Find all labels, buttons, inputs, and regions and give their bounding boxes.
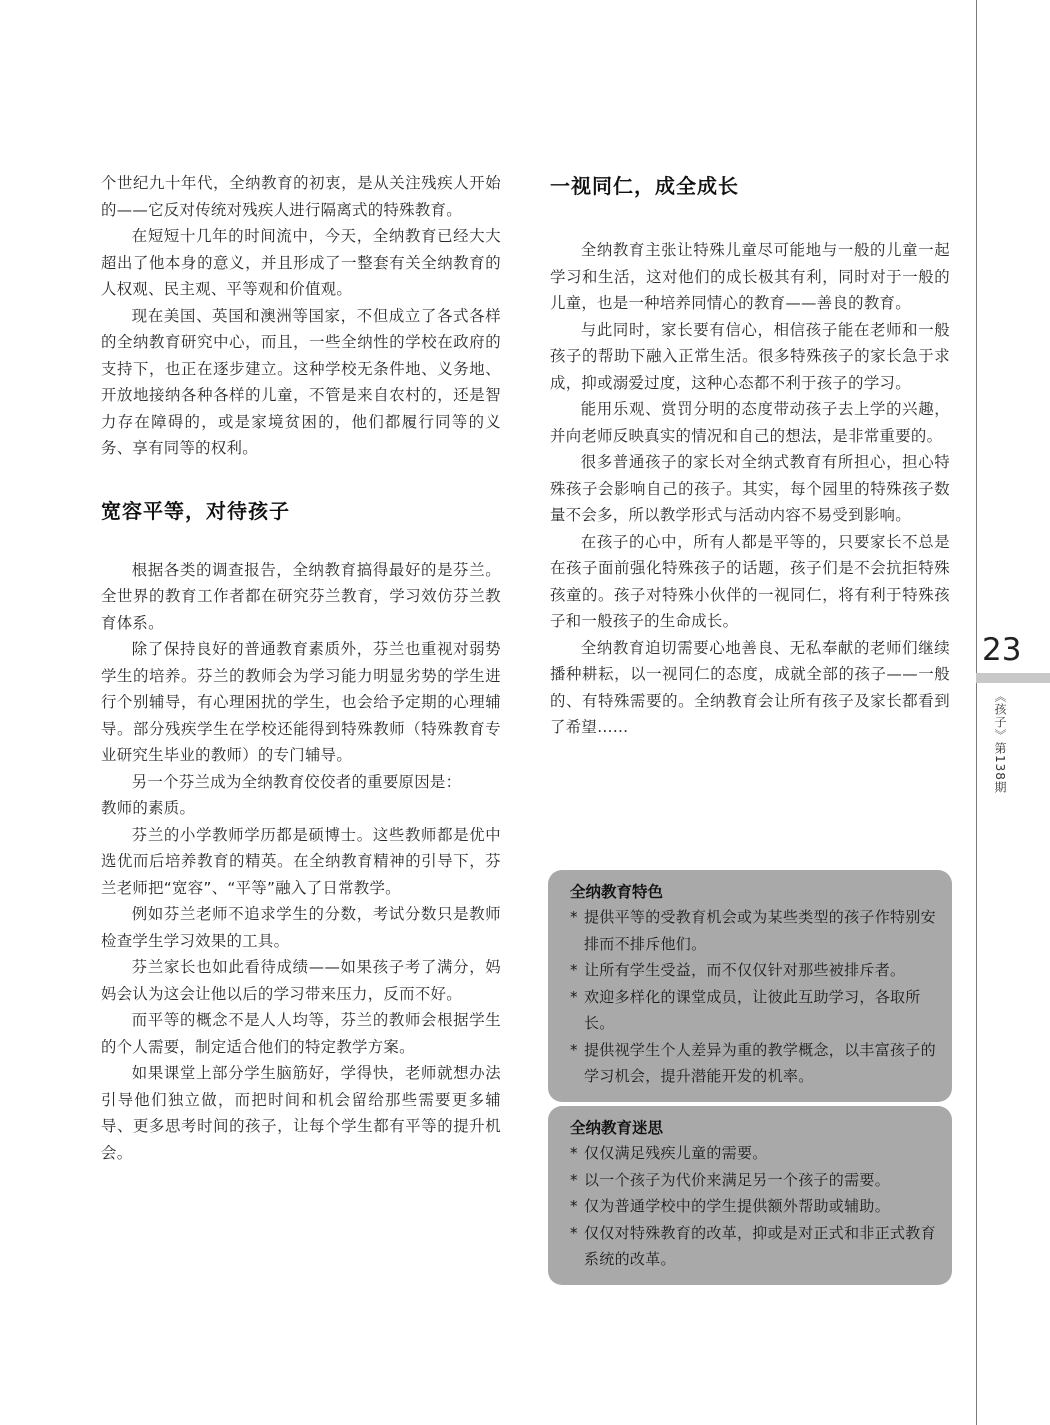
bullet-icon: * — [570, 908, 578, 926]
list-item: * 提供视学生个人差异为重的教学概念，以丰富孩子的学习机会，提升潜能开发的机率。 — [570, 1037, 936, 1090]
body-paragraph: 在孩子的心中，所有人都是平等的，只要家长不总是在孩子面前强化特殊孩子的话题，孩子们是不会抗拒特殊孩童的。孩子对特殊小伙伴的一视同仁，将有利于特殊孩子和一般孩子的生命成长。 — [550, 532, 950, 630]
page-number-band — [976, 673, 1050, 683]
body-paragraph: 很多普通孩子的家长对全纳式教育有所担心，担心特殊孩子会影响自己的孩子。其实，每个园里的特殊孩子数量不会多，所以教学形式与活动内容不易受到影响。 — [550, 453, 950, 524]
features-box-title: 全纳教育特色 — [570, 883, 664, 901]
list-item: * 以一个孩子为代价来满足另一个孩子的需要。 — [570, 1167, 936, 1194]
body-paragraph: 而平等的概念不是人人均等，芬兰的教师会根据学生的个人需要，制定适合他们的特定教学方案。 — [101, 1011, 501, 1056]
left-column — [101, 170, 501, 1166]
body-paragraph: 全纳教育迫切需要心地善良、无私奉献的老师们继续播种耕耘，以一视同仁的态度，成就全部的孩子——一般的、有特殊需要的。全纳教育会让所有孩子及家长都看到了希望…… — [550, 638, 950, 736]
bullet-icon: * — [570, 961, 578, 979]
list-item: * 欢迎多样化的课堂成员，让彼此互助学习，各取所长。 — [570, 984, 936, 1037]
bullet-icon: * — [570, 987, 578, 1006]
intro-paragraph: 在短短十几年的时间流中，今天，全纳教育已经大大超出了他本身的意义，并且形成了一整套有关全纳教育的人权观、民主观、平等观和价值观。 — [101, 227, 501, 298]
body-paragraph: 能用乐观、赏罚分明的态度带动孩子去上学的兴趣，并向老师反映真实的情况和自己的想法，是非常重要的。 — [550, 400, 950, 445]
bullet-icon: * — [570, 1223, 578, 1242]
features-list — [570, 904, 936, 1090]
myths-list — [570, 1140, 936, 1273]
list-item: * 提供平等的受教育机会或为某些类型的孩子作特别安排而不排斥他们。 — [570, 904, 936, 957]
right-column — [550, 170, 950, 741]
list-item: * 仅仅对特殊教育的改革，抑或是对正式和非正式教育系统的改革。 — [570, 1220, 936, 1273]
page-number: 23 — [982, 632, 1022, 668]
myths-box-title: 全纳教育迷思 — [570, 1119, 664, 1137]
body-paragraph: 全纳教育主张让特殊儿童尽可能地与一般的儿童一起学习和生活，这对他们的成长极其有利，同时对于一般的儿童，也是一种培养同情心的教育——善良的教育。 — [550, 241, 950, 312]
list-item: * 仅为普通学校中的学生提供额外帮助或辅助。 — [570, 1193, 936, 1220]
body-paragraph: 与此同时，家长要有信心，相信孩子能在老师和一般孩子的帮助下融入正常生活。很多特殊孩子的家长急于求成，抑或溺爱过度，这种心态都不利于孩子的学习。 — [550, 320, 950, 392]
body-paragraph: 芬兰家长也如此看待成绩——如果孩子考了满分，妈妈会认为这会让他以后的学习带来压力，反而不好。 — [101, 958, 501, 1003]
list-item: * 仅仅满足残疾儿童的需要。 — [570, 1140, 936, 1167]
bullet-icon: * — [570, 1197, 578, 1215]
body-paragraph: 教师的素质。 — [101, 799, 196, 817]
journal-issue-label: 《孩子》第138期 — [993, 690, 1007, 794]
body-paragraph: 如果课堂上部分学生脑筋好，学得快，老师就想办法引导他们独立做，而把时间和机会留给那些需要更多辅导、更多思考时间的孩子，让每个学生都有平等的提升机会。 — [101, 1064, 501, 1162]
list-item: * 让所有学生受益，而不仅仅针对那些被排斥者。 — [570, 957, 936, 984]
body-paragraph: 除了保持良好的普通教育素质外，芬兰也重视对弱势学生的培养。芬兰的教师会为学习能力明显劣势的学生进行个别辅导，有心理困扰的学生，也会给予定期的心理辅导。部分残疾学生在学校还能得到特殊教师（特殊教育专业研究生毕业的教师）的专门辅导。 — [101, 640, 501, 764]
bullet-icon: * — [570, 1170, 578, 1189]
features-box — [548, 870, 952, 1102]
margin-divider — [976, 0, 977, 1425]
section-title-equality: 一视同仁，成全成长 — [550, 174, 739, 198]
intro-paragraph: 个世纪九十年代，全纳教育的初衷，是从关注残疾人开始的——它反对传统对残疾人进行隔离式的特殊教育。 — [101, 174, 501, 219]
myths-box — [548, 1106, 952, 1285]
body-paragraph: 芬兰的小学教师学历都是硕博士。这些教师都是优中选优而后培养教育的精英。在全纳教育精神的引导下，芬兰老师把“宽容”、“平等”融入了日常教学。 — [101, 825, 501, 897]
body-paragraph: 例如芬兰老师不追求学生的分数，考试分数只是教师检查学生学习效果的工具。 — [101, 905, 501, 950]
intro-paragraph: 现在美国、英国和澳洲等国家，不但成立了各式各样的全纳教育研究中心，而且，一些全纳性的学校在政府的支持下，也正在逐步建立。这种学校无条件地、义务地、开放地接纳各种各样的儿童，不管是来自农村的，还是智力存在障碍的，或是家境贫困的，他们都履行同等的义务、享有同等的权利。 — [101, 306, 501, 457]
bullet-icon: * — [570, 1144, 578, 1162]
section-title-tolerance: 宽容平等，对待孩子 — [101, 498, 290, 523]
body-paragraph: 另一个芬兰成为全纳教育佼佼者的重要原因是： — [131, 772, 462, 791]
body-paragraph: 根据各类的调查报告，全纳教育搞得最好的是芬兰。全世界的教育工作者都在研究芬兰教育，学习效仿芬兰教育体系。 — [101, 560, 501, 632]
bullet-icon: * — [570, 1040, 578, 1059]
